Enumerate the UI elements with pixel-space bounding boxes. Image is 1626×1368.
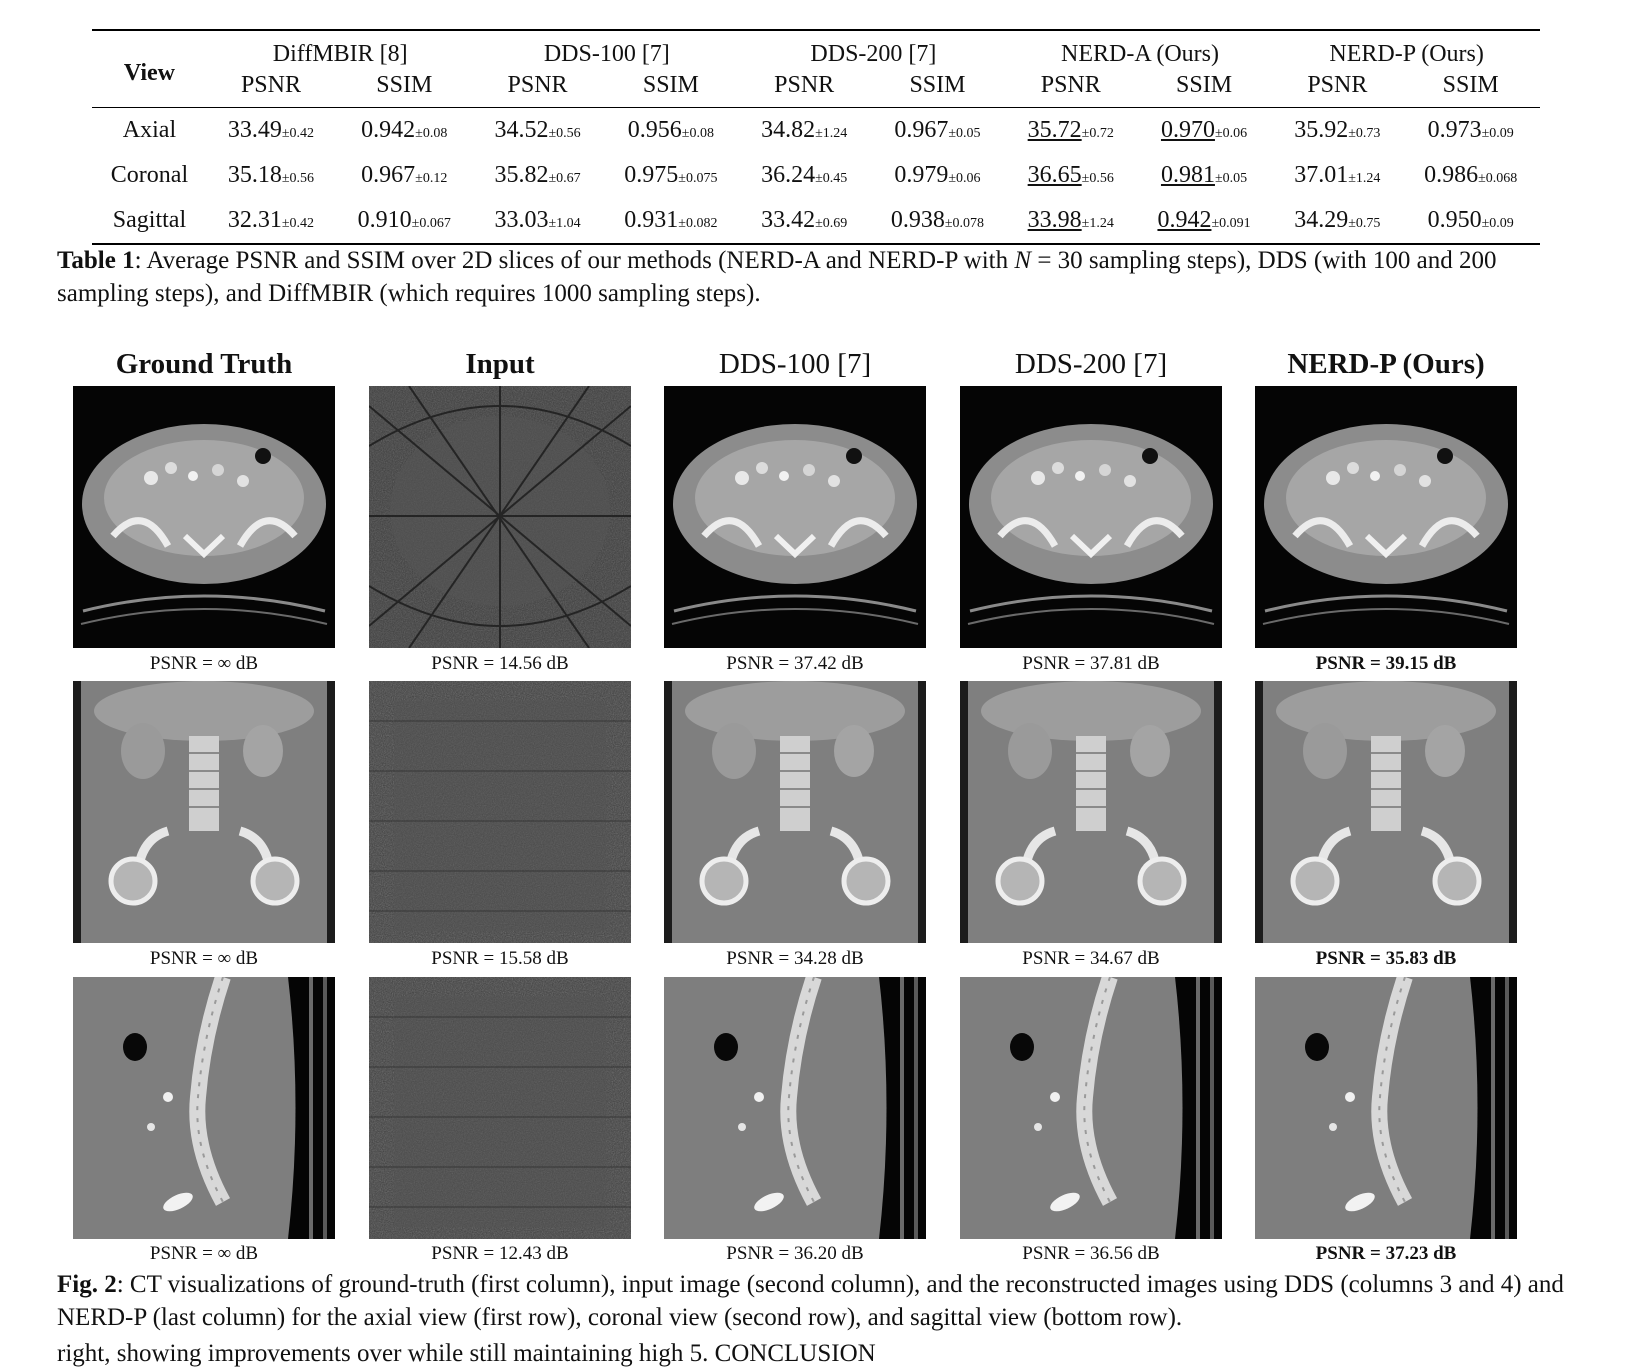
metric-std: ±0.078	[944, 216, 985, 231]
metric-cell	[1007, 198, 1135, 244]
metric-std: ±0.06	[948, 171, 981, 186]
psnr-label: PSNR = 34.67 dB	[1022, 948, 1160, 969]
metric-cell	[740, 153, 868, 198]
metric-value: 0.942	[1157, 207, 1212, 233]
ct-image-axial-dds-100	[664, 386, 926, 648]
metric-cell	[1007, 153, 1135, 198]
metric-cell	[868, 153, 1007, 198]
metric-std: ±1.24	[1348, 171, 1381, 186]
metric-std: ±0.75	[1348, 216, 1381, 231]
psnr-label: PSNR = 15.58 dB	[431, 948, 569, 969]
metric-std: ±0.05	[948, 126, 981, 141]
table-caption-math: N	[1014, 247, 1032, 274]
ct-image-sagittal-dds-100	[664, 977, 926, 1239]
metric-value: 35.92	[1294, 117, 1349, 143]
metric-header: PSNR	[507, 71, 568, 98]
metric-cell	[1273, 153, 1401, 198]
metric-std: ±0.067	[411, 216, 451, 231]
ct-image-coronal-ground-truth	[73, 681, 335, 943]
metric-cell	[207, 198, 335, 244]
metric-std: ±0.08	[681, 126, 714, 141]
psnr-label: PSNR = 35.83 dB	[1315, 948, 1457, 969]
ct-image-coronal-dds-200	[960, 681, 1222, 943]
table-caption	[57, 244, 1587, 310]
metric-value: 0.956	[627, 117, 682, 143]
metric-cell	[1135, 153, 1274, 198]
psnr-label: PSNR = 12.43 dB	[431, 1243, 569, 1264]
method-header: NERD-A (Ours)	[1061, 40, 1219, 67]
metric-value: 35.18	[227, 162, 282, 188]
metric-cell	[1401, 153, 1540, 198]
column-header-dds-200: DDS-200 [7]	[1014, 348, 1168, 380]
method-header: DDS-100 [7]	[543, 40, 670, 67]
metric-cell	[1273, 198, 1401, 244]
metric-value: 33.49	[227, 117, 282, 143]
metric-std: ±0.45	[815, 171, 848, 186]
metric-value: 36.24	[761, 162, 816, 188]
psnr-label: PSNR = 34.28 dB	[726, 948, 864, 969]
metric-cell	[474, 198, 602, 244]
metric-std: ±0.082	[678, 216, 718, 231]
metric-std: ±0.42	[281, 126, 315, 141]
metric-value: 35.82	[494, 162, 549, 188]
table-caption-text: = 30 sampling steps), DDS (with 100 and 200 sampling steps), and DiffMBIR (which requires 1000 sampling steps).	[57, 247, 1497, 307]
metric-value: 35.72	[1027, 117, 1082, 143]
metric-header: SSIM	[1176, 71, 1233, 98]
metric-header: SSIM	[376, 71, 433, 98]
ct-image-coronal-input	[369, 681, 631, 943]
metric-header: PSNR	[774, 71, 835, 98]
metric-header: SSIM	[642, 71, 699, 98]
metric-std: ±0.06	[1214, 126, 1248, 141]
metric-cell	[1401, 108, 1540, 154]
psnr-label: PSNR = 36.20 dB	[726, 1243, 864, 1264]
metric-cell	[474, 108, 602, 154]
metric-std: ±1.24	[1081, 216, 1114, 231]
metric-std: ±0.05	[1214, 171, 1248, 186]
metric-std: ±0.091	[1211, 216, 1251, 231]
metric-cell	[474, 153, 602, 198]
psnr-label: PSNR = ∞ dB	[149, 1243, 259, 1264]
ct-image-sagittal-dds-200	[960, 977, 1222, 1239]
metric-std: ±0.73	[1348, 126, 1381, 141]
psnr-label: PSNR = 37.42 dB	[726, 653, 864, 674]
metric-header: PSNR	[1307, 71, 1368, 98]
body-text-cut-off: right, showing improvements over while still maintaining high 5. CONCLUSION	[57, 1340, 876, 1367]
metric-cell	[868, 198, 1007, 244]
metric-cell	[602, 108, 741, 154]
metric-value: 32.31	[227, 207, 282, 233]
metric-header: PSNR	[240, 71, 301, 98]
method-header: DiffMBIR [8]	[272, 40, 408, 67]
column-header-ground-truth: Ground Truth	[115, 348, 293, 380]
metric-cell	[1135, 198, 1274, 244]
metric-cell	[740, 108, 868, 154]
table-body	[92, 108, 1540, 245]
metric-std: ±0.12	[415, 171, 448, 186]
ct-image-axial-nerd-p	[1255, 386, 1517, 648]
metric-value: 36.65	[1027, 162, 1082, 188]
ct-image-sagittal-nerd-p	[1255, 977, 1517, 1239]
figure-caption	[57, 1268, 1587, 1334]
metric-value: 0.970	[1160, 117, 1215, 143]
metric-value: 37.01	[1294, 162, 1349, 188]
metric-std: ±0.67	[548, 171, 581, 186]
column-header-nerd-p: NERD-P (Ours)	[1287, 348, 1485, 380]
table-caption-label: Table 1	[57, 247, 135, 274]
metric-value: 34.29	[1294, 207, 1349, 233]
figure-caption-text: : CT visualizations of ground-truth (first column), input image (second column), and the reconstructed images using DDS (columns 3 and 4) and NERD-P (last column) for the axial view (first row), coronal view (second row), and sagittal view (bottom row).	[57, 1271, 1564, 1331]
view-header: View	[123, 59, 175, 86]
metric-value: 34.82	[761, 117, 816, 143]
metric-cell	[335, 153, 474, 198]
metric-value: 0.967	[894, 117, 949, 143]
metric-cell	[335, 108, 474, 154]
metric-value: 33.98	[1027, 207, 1082, 233]
metric-std: ±0.56	[1081, 171, 1114, 186]
table-row	[92, 198, 1540, 244]
metric-std: ±1.04	[548, 216, 581, 231]
table-row	[92, 153, 1540, 198]
metric-value: 34.52	[494, 117, 549, 143]
metric-value: 0.950	[1427, 207, 1482, 233]
results-table	[92, 29, 1540, 245]
ct-image-axial-dds-200	[960, 386, 1222, 648]
metric-cell	[868, 108, 1007, 154]
column-header-dds-100: DDS-100 [7]	[718, 348, 872, 380]
metric-std: ±0.09	[1481, 126, 1514, 141]
metric-cell	[207, 153, 335, 198]
metric-value: 33.03	[494, 207, 549, 233]
metric-value: 0.973	[1427, 117, 1482, 143]
method-header: DDS-200 [7]	[810, 40, 937, 67]
metric-header: SSIM	[1442, 71, 1499, 98]
psnr-label: PSNR = 36.56 dB	[1022, 1243, 1160, 1264]
ct-image-axial-ground-truth	[73, 386, 335, 648]
metric-std: ±1.24	[815, 126, 848, 141]
metric-cell	[740, 198, 868, 244]
metric-std: ±0.09	[1481, 216, 1514, 231]
metric-cell	[335, 198, 474, 244]
ct-image-coronal-nerd-p	[1255, 681, 1517, 943]
psnr-label: PSNR = 37.81 dB	[1022, 653, 1160, 674]
metric-value: 0.938	[890, 207, 945, 233]
psnr-label: PSNR = ∞ dB	[149, 653, 259, 674]
metric-cell	[207, 108, 335, 154]
psnr-label: PSNR = 39.15 dB	[1315, 653, 1457, 674]
metric-value: 0.910	[357, 207, 412, 233]
column-header-input: Input	[465, 348, 535, 380]
metric-std: ±0.56	[281, 171, 315, 186]
metric-cell	[602, 153, 741, 198]
view-cell: Coronal	[110, 162, 189, 188]
table-row	[92, 108, 1540, 154]
figure-caption-label: Fig. 2	[57, 1271, 117, 1298]
metric-cell	[602, 198, 741, 244]
metric-std: ±0.56	[548, 126, 581, 141]
metric-cell	[1273, 108, 1401, 154]
view-cell: Axial	[122, 117, 177, 143]
metric-value: 0.967	[361, 162, 416, 188]
metric-value: 0.942	[361, 117, 416, 143]
psnr-label: PSNR = 37.23 dB	[1315, 1243, 1457, 1264]
metric-value: 0.979	[894, 162, 949, 188]
metric-std: ±0.69	[815, 216, 848, 231]
metric-std: ±0.08	[415, 126, 448, 141]
table-caption-text: : Average PSNR and SSIM over 2D slices of our methods (NERD-A and NERD-P with	[134, 247, 1015, 274]
metric-std: ±0.068	[1478, 171, 1518, 186]
method-header: NERD-P (Ours)	[1329, 40, 1484, 67]
metric-std: ±0.72	[1081, 126, 1114, 141]
metric-std: ±0.075	[678, 171, 718, 186]
metric-value: 33.42	[761, 207, 816, 233]
metric-value: 0.981	[1160, 162, 1215, 188]
metric-value: 0.975	[624, 162, 679, 188]
ct-image-axial-input	[369, 386, 631, 648]
metric-value: 0.986	[1424, 162, 1479, 188]
view-cell: Sagittal	[112, 207, 187, 233]
metric-value: 0.931	[624, 207, 679, 233]
psnr-label: PSNR = 14.56 dB	[431, 653, 569, 674]
psnr-label: PSNR = ∞ dB	[149, 948, 259, 969]
metric-cell	[1135, 108, 1274, 154]
ct-image-sagittal-input	[369, 977, 631, 1239]
metric-header: PSNR	[1040, 71, 1101, 98]
ct-image-sagittal-ground-truth	[73, 977, 335, 1239]
metric-std: ±0.42	[281, 216, 315, 231]
metric-header: SSIM	[909, 71, 966, 98]
metric-cell	[1007, 108, 1135, 154]
ct-image-coronal-dds-100	[664, 681, 926, 943]
metric-cell	[1401, 198, 1540, 244]
